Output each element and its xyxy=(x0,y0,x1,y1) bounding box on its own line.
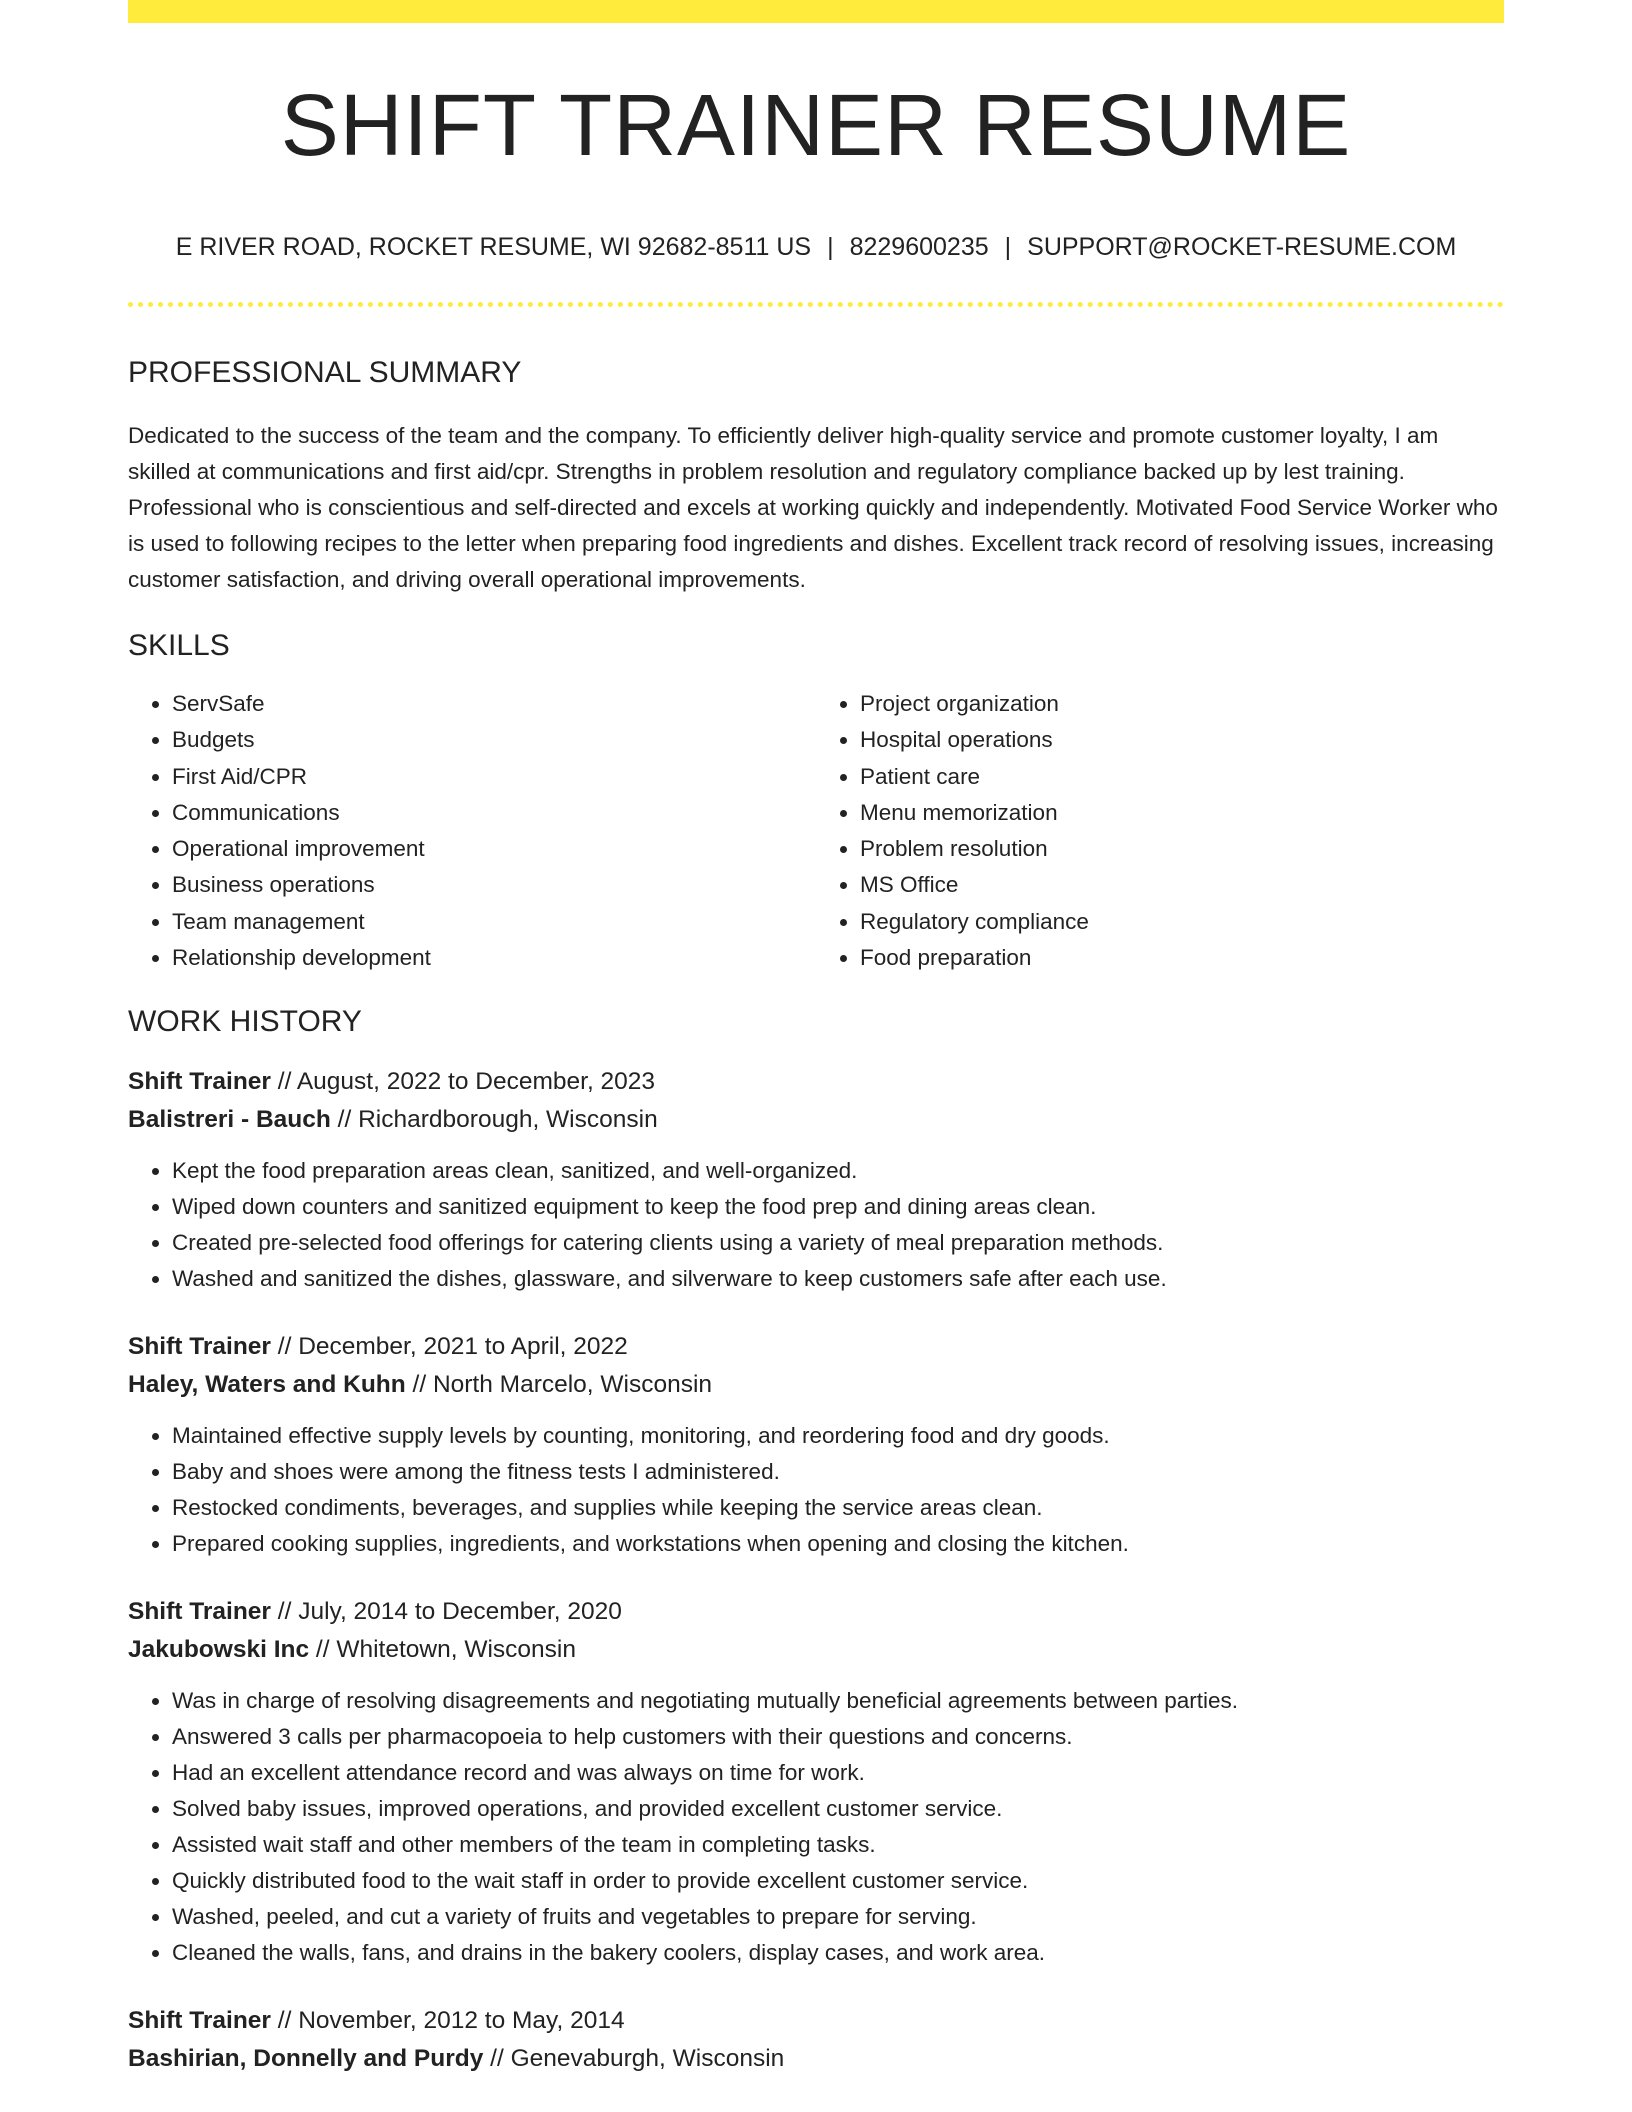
skill-item: • Budgets xyxy=(172,722,816,758)
skill-item: • ServSafe xyxy=(172,686,816,722)
skill-item: • Project organization xyxy=(860,686,1504,722)
work-history-heading: WORK HISTORY xyxy=(128,1005,362,1039)
contact-separator: | xyxy=(827,233,834,261)
job-duty-item: • Kept the food preparation areas clean, sanitized, and well-organized. xyxy=(172,1153,1504,1189)
job-title-line: Shift Trainer // December, 2021 to April, 2022 xyxy=(128,1333,628,1361)
job-duty-item: • Had an excellent attendance record and was always on time for work. xyxy=(172,1755,1504,1791)
skill-item: • Problem resolution xyxy=(860,831,1504,867)
contact-address: E RIVER ROAD, ROCKET RESUME, WI 92682-8511 US xyxy=(175,233,812,261)
job-entry xyxy=(128,1328,1504,1562)
job-duty-item: • Was in charge of resolving disagreements and negotiating mutually beneficial agreements between parties. xyxy=(172,1683,1504,1719)
job-duties xyxy=(128,1418,1504,1562)
job-entry xyxy=(128,1593,1504,1971)
job-duty-item: • Washed, peeled, and cut a variety of fruits and vegetables to prepare for serving. xyxy=(172,1899,1504,1935)
job-duty-item: • Baby and shoes were among the fitness tests I administered. xyxy=(172,1454,1504,1490)
skills-list-left xyxy=(128,686,816,976)
job-entry xyxy=(128,1063,1504,1297)
job-duty-item: • Quickly distributed food to the wait staff in order to provide excellent customer service. xyxy=(172,1863,1504,1899)
job-company-line: Bashirian, Donnelly and Purdy // Genevaburgh, Wisconsin xyxy=(128,2045,785,2073)
job-company-line: Jakubowski Inc // Whitetown, Wisconsin xyxy=(128,1636,576,1664)
job-duty-item: • Answered 3 calls per pharmacopoeia to help customers with their questions and concerns. xyxy=(172,1719,1504,1755)
skill-item: • Menu memorization xyxy=(860,795,1504,831)
skill-item: • MS Office xyxy=(860,867,1504,903)
job-role: Shift Trainer xyxy=(128,1068,271,1096)
skill-item: • Communications xyxy=(172,795,816,831)
skill-item: • Operational improvement xyxy=(172,831,816,867)
work-history-list xyxy=(128,1063,1504,2078)
job-duty-item: • Wiped down counters and sanitized equipment to keep the food prep and dining areas clean. xyxy=(172,1189,1504,1225)
job-duty-item: • Maintained effective supply levels by counting, monitoring, and reordering food and dry goods. xyxy=(172,1418,1504,1454)
skills-list-right xyxy=(816,686,1504,976)
skill-item: • Business operations xyxy=(172,867,816,903)
job-title-line: Shift Trainer // November, 2012 to May, 2014 xyxy=(128,2007,625,2035)
job-location: North Marcelo, Wisconsin xyxy=(432,1371,713,1399)
job-dates: December, 2021 to April, 2022 xyxy=(298,1333,628,1361)
job-duty-item: • Created pre-selected food offerings for catering clients using a variety of meal preparation methods. xyxy=(172,1225,1504,1261)
skill-item: • Food preparation xyxy=(860,940,1504,976)
contact-line xyxy=(128,235,1504,260)
resume-title: SHIFT TRAINER RESUME xyxy=(280,77,1352,174)
job-duty-item: • Restocked condiments, beverages, and supplies while keeping the service areas clean. xyxy=(172,1490,1504,1526)
job-company-line: Haley, Waters and Kuhn // North Marcelo, Wisconsin xyxy=(128,1371,713,1399)
job-duty-item: • Cleaned the walls, fans, and drains in the bakery coolers, display cases, and work area. xyxy=(172,1935,1504,1971)
job-company: Balistreri - Bauch xyxy=(128,1106,331,1134)
job-duty-item: • Solved baby issues, improved operations, and provided excellent customer service. xyxy=(172,1791,1504,1827)
skill-item: • Patient care xyxy=(860,759,1504,795)
job-company: Bashirian, Donnelly and Purdy xyxy=(128,2045,484,2073)
skill-item: • Hospital operations xyxy=(860,722,1504,758)
job-dates: August, 2022 to December, 2023 xyxy=(296,1068,656,1096)
job-duties xyxy=(128,1683,1504,1971)
job-duty-item: • Prepared cooking supplies, ingredients, and workstations when opening and closing the kitchen. xyxy=(172,1526,1504,1562)
skill-item: • Regulatory compliance xyxy=(860,904,1504,940)
job-role: Shift Trainer xyxy=(128,1333,271,1361)
job-location: Richardborough, Wisconsin xyxy=(358,1106,658,1134)
job-title-line: Shift Trainer // August, 2022 to December, 2023 xyxy=(128,1068,656,1096)
job-duty-item: • Assisted wait staff and other members of the team in completing tasks. xyxy=(172,1827,1504,1863)
contact-separator: | xyxy=(1004,233,1012,261)
summary-heading: PROFESSIONAL SUMMARY xyxy=(128,356,522,389)
contact-email: SUPPORT@ROCKET-RESUME.COM xyxy=(1027,233,1457,261)
resume-page xyxy=(128,0,1504,2078)
skill-item: • Team management xyxy=(172,904,816,940)
job-title-line: Shift Trainer // July, 2014 to December, 2020 xyxy=(128,1598,622,1626)
top-accent-bar xyxy=(128,0,1504,23)
job-location: Whitetown, Wisconsin xyxy=(336,1636,576,1664)
skills-heading: SKILLS xyxy=(128,629,230,662)
job-company: Jakubowski Inc xyxy=(128,1636,310,1664)
skill-item: • Relationship development xyxy=(172,940,816,976)
job-dates: November, 2012 to May, 2014 xyxy=(298,2007,625,2035)
job-company-line: Balistreri - Bauch // Richardborough, Wisconsin xyxy=(128,1106,658,1134)
job-company: Haley, Waters and Kuhn xyxy=(128,1371,406,1399)
skills-columns xyxy=(128,686,1504,976)
contact-phone: 8229600235 xyxy=(849,233,989,261)
job-role: Shift Trainer xyxy=(128,1598,271,1626)
job-dates: July, 2014 to December, 2020 xyxy=(298,1598,622,1626)
job-role: Shift Trainer xyxy=(128,2007,271,2035)
job-duty-item: • Washed and sanitized the dishes, glassware, and silverware to keep customers safe after each use. xyxy=(172,1261,1504,1297)
job-location: Genevaburgh, Wisconsin xyxy=(510,2045,785,2073)
dotted-divider xyxy=(128,302,1504,307)
job-duties xyxy=(128,1153,1504,1297)
summary-text: Dedicated to the success of the team and the company. To efficiently deliver high-quality service and promote customer loyalty, I am skilled at communications and first aid/cpr. Strengths in problem resolution and regulatory compliance backed up by lest training. Professional who is conscientious and self-directed and excels at working quickly and independently. Motivated Food Service Worker who is used to following recipes to the letter when preparing food ingredients and dishes. Excellent track record of resolving issues, increasing customer satisfaction, and driving overall operational improvements. xyxy=(128,423,1498,592)
skill-item: • First Aid/CPR xyxy=(172,759,816,795)
job-entry xyxy=(128,2002,1504,2078)
